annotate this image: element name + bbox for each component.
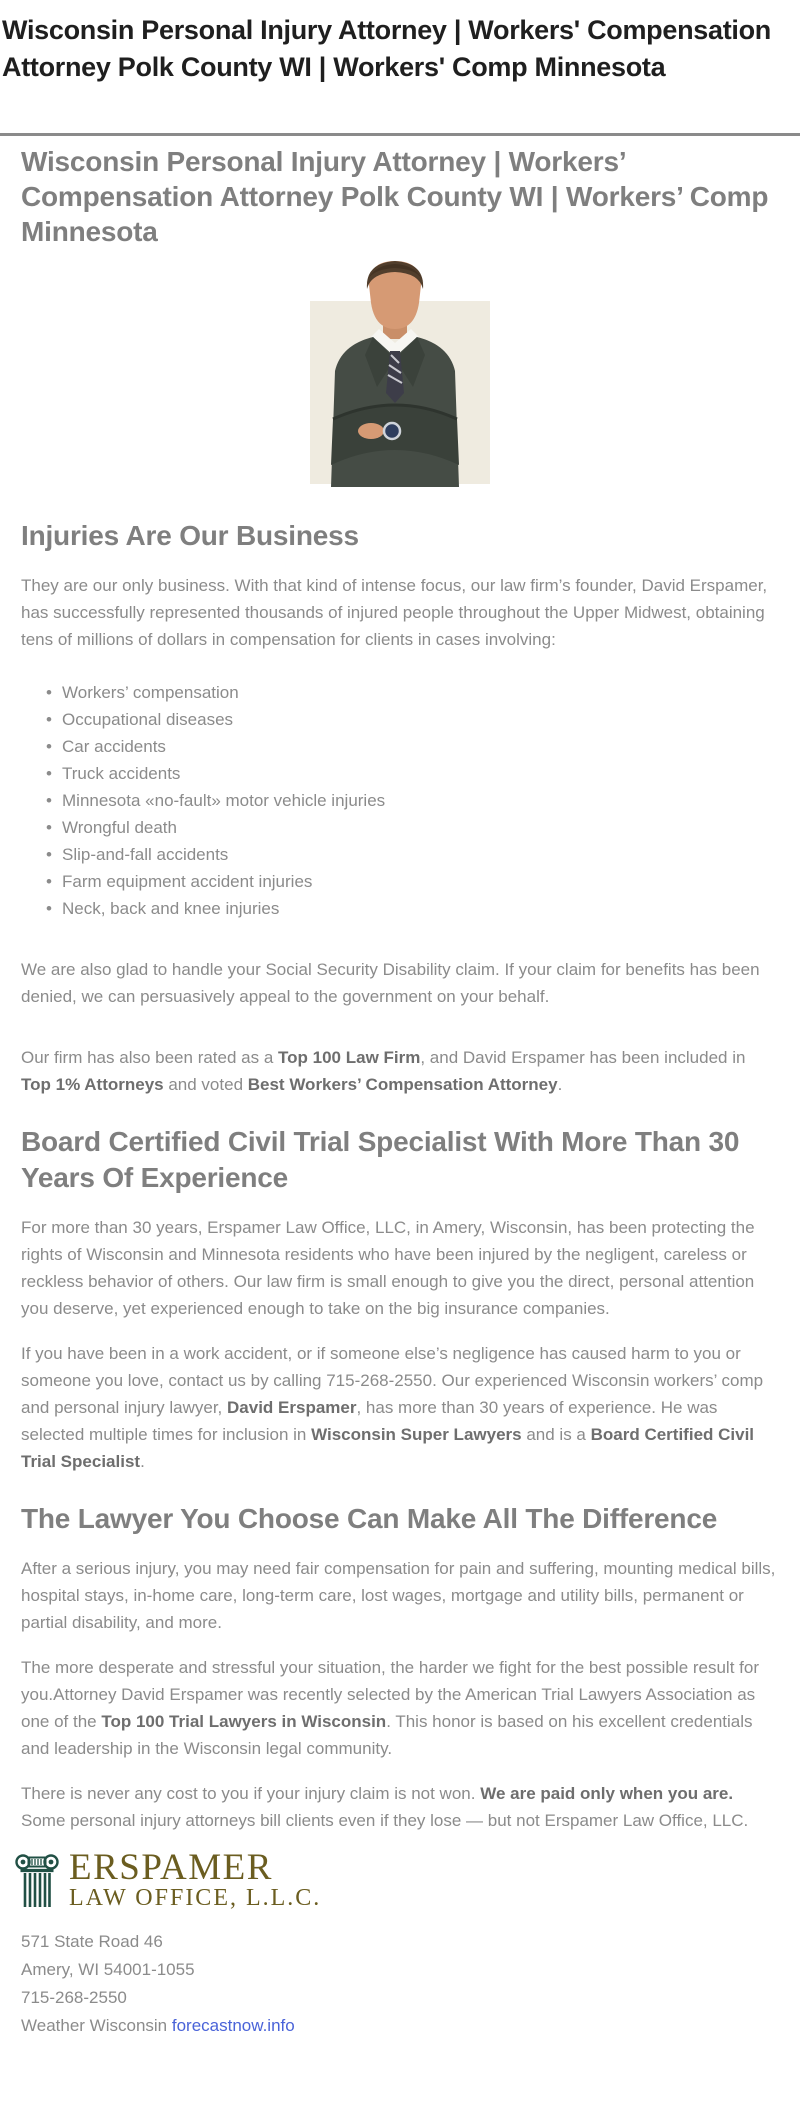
text-segment: , has more than 30 years of experience. He was selected multiple times for inclusion in: [21, 1398, 718, 1444]
list-item: • Minnesota «no-fault» motor vehicle injuries: [62, 787, 779, 814]
bold-text: Top 100 Trial Lawyers in Wisconsin: [101, 1712, 387, 1731]
bold-text: Best Workers’ Compensation Attorney: [247, 1075, 558, 1094]
firm-logo-text: [69, 1847, 322, 1911]
heading-lawyer-difference: The Lawyer You Choose Can Make All The Difference: [21, 1503, 718, 1534]
address-city: Amery, WI 54001-1055: [21, 1960, 195, 1979]
address-street: 571 State Road 46: [21, 1932, 163, 1951]
page-seo-title: Wisconsin Personal Injury Attorney | Workers' Compensation Attorney Polk County WI | Workers' Comp Minnesota: [2, 15, 771, 82]
text-segment: If you have been in a work accident, or if someone else’s negligence has caused harm to you or someone you love, contact us by calling 715-268-2550. Our experienced Wisconsin workers’ comp and personal injury lawyer,: [21, 1344, 764, 1417]
firm-subtitle: LAW OFFICE, L.L.C.: [69, 1885, 322, 1911]
top-100-paragraph: [21, 1654, 779, 1762]
article-title: Wisconsin Personal Injury Attorney | Workers’ Compensation Attorney Polk County WI | Workers’ Comp Minnesota: [21, 146, 769, 247]
bold-text: We are paid only when you are.: [480, 1784, 734, 1803]
attorney-portrait-illustration: [307, 259, 493, 487]
list-item: • Occupational diseases: [62, 706, 779, 733]
text-segment: and voted: [163, 1075, 248, 1094]
firm-logo: [14, 1847, 779, 1914]
intro-paragraph: [21, 572, 779, 653]
text-segment: .: [140, 1452, 145, 1471]
text-segment: .: [557, 1075, 563, 1094]
disability-paragraph: [21, 956, 779, 1010]
text-segment: We are also glad to handle your Social Security Disability claim. If your claim for benefits has been denied, we can persuasively appeal to the government on your behalf.: [21, 960, 760, 1006]
text-segment: The more desperate and stressful your situation, the harder we fight for the best possible result for you.Attorney David Erspamer was recently selected by the American Trial Lawyers Association as one of the: [21, 1658, 759, 1731]
column-icon: [14, 1852, 60, 1914]
list-item: • Slip-and-fall accidents: [62, 841, 779, 868]
bold-text: Top 1% Attorneys: [21, 1075, 164, 1094]
contact-paragraph: [21, 1340, 779, 1475]
footer: [0, 1847, 800, 2070]
weather-label: Weather Wisconsin: [21, 2016, 172, 2035]
bold-text: Board Certified Civil Trial Specialist: [21, 1425, 755, 1471]
heading-injuries-are-our-business: Injuries Are Our Business: [21, 520, 359, 551]
text-segment: and is a: [521, 1425, 591, 1444]
header-divider: [0, 133, 800, 136]
article-body: [0, 144, 800, 1834]
heading-board-certified: Board Certified Civil Trial Specialist With More Than 30 Years Of Experience: [21, 1126, 740, 1193]
no-cost-paragraph: [21, 1780, 779, 1834]
list-item: • Wrongful death: [62, 814, 779, 841]
phone-number: 715-268-2550: [21, 1988, 127, 2007]
footer-contact-block: [21, 1928, 779, 2040]
compensation-paragraph: [21, 1555, 779, 1636]
text-segment: For more than 30 years, Erspamer Law Office, LLC, in Amery, Wisconsin, has been protecting the rights of Wisconsin and Minnesota residents who have been injured by the negligent, careless or reckless behavior of others. Our law firm is small enough to give you the direct, personal attention you deserve, yet experienced enough to take on the big insurance companies.: [21, 1218, 755, 1318]
list-item: • Farm equipment accident injuries: [62, 868, 779, 895]
text-segment: Some personal injury attorneys bill clients even if they lose — but not Erspamer Law Office, LLC.: [21, 1811, 749, 1830]
ratings-paragraph: [21, 1044, 779, 1098]
practice-areas-list: [21, 679, 779, 922]
text-segment: They are our only business. With that kind of intense focus, our law firm’s founder, David Erspamer, has successfully represented thousands of injured people throughout the Upper Midwest, obtaining tens of millions of dollars in compensation for clients in cases involving:: [21, 576, 768, 649]
list-item: • Workers’ compensation: [62, 679, 779, 706]
bold-text: David Erspamer: [227, 1398, 357, 1417]
list-item: • Truck accidents: [62, 760, 779, 787]
list-item: • Car accidents: [62, 733, 779, 760]
text-segment: There is never any cost to you if your injury claim is not won.: [21, 1784, 481, 1803]
weather-line: [21, 2012, 779, 2040]
firm-name: ERSPAMER: [69, 1847, 273, 1888]
text-segment: . This honor is based on his excellent credentials and leadership in the Wisconsin legal community.: [21, 1712, 753, 1758]
experience-paragraph: [21, 1214, 779, 1322]
bold-text: Top 100 Law Firm: [278, 1048, 421, 1067]
list-item: • Neck, back and knee injuries: [62, 895, 779, 922]
bold-text: Wisconsin Super Lawyers: [311, 1425, 522, 1444]
text-segment: After a serious injury, you may need fair compensation for pain and suffering, mounting medical bills, hospital stays, in-home care, long-term care, lost wages, mortgage and utility bills, permanent or partial disability, and more.: [21, 1559, 776, 1632]
weather-link[interactable]: forecastnow.info: [171, 2016, 295, 2035]
text-segment: Our firm has also been rated as a: [21, 1048, 279, 1067]
attorney-portrait-photo: [307, 259, 493, 492]
text-segment: , and David Erspamer has been included in: [420, 1048, 746, 1067]
